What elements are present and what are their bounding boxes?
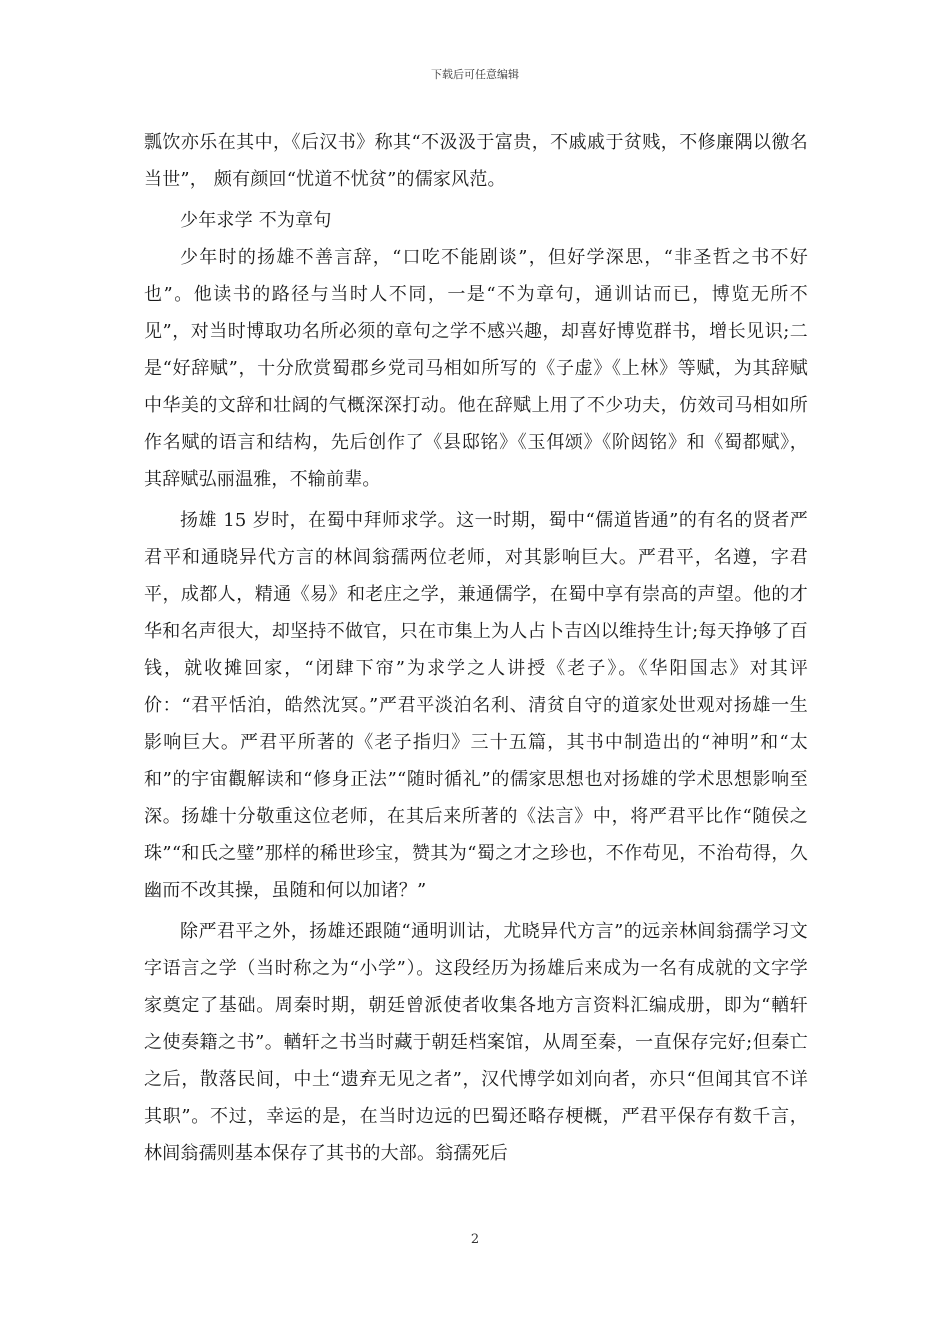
section-heading: 少年求学 不为章句 xyxy=(180,210,332,231)
page-number: 2 xyxy=(470,1232,480,1247)
page-header: 下载后可任意编辑 xyxy=(431,68,519,81)
paragraph-continued: 瓢饮亦乐在其中，《后汉书》称其“不汲汲于富贵，不戚戚于贫贱，不修廉隅以徼名当世”， 颇有颜回“忧道不忧贫”的儒家风范。 xyxy=(144,132,808,190)
document-body xyxy=(144,124,808,1176)
paragraph: 少年时的扬雄不善言辞，“口吃不能剧谈”，但好学深思，“非圣哲之书不好也”。他读书的路径与当时人不同，一是“不为章句，通训诂而已，博览无所不见”，对当时博取功名所必须的章句之学不感兴趣，却喜好博览群书，增长见识;二是“好辞赋”，十分欣赏蜀郡乡党司马相如所写的《子虚》《上林》等赋，为其辞赋中华美的文辞和壮阔的气概深深打动。他在辞赋上用了不少功夫，仿效司马相如所作名赋的语言和结构，先后创作了《县邸铭》《玉佴颂》《阶闼铭》和《蜀都赋》，其辞赋弘丽温雅，不输前辈。 xyxy=(144,247,808,490)
paragraph: 除严君平之外，扬雄还跟随“通明训诂，尤晓异代方言”的远亲林闾翁孺学习文字语言之学（当时称之为“小学”）。这段经历为扬雄后来成为一名有成就的文字学家奠定了基础。周秦时期，朝廷曾派使者收集各地方言资料汇编成册，即为“輶轩之使奏籍之书”。輶轩之书当时藏于朝廷档案馆，从周至秦，一直保存完好;但秦亡之后，散落民间，中土“遗弃无见之者”，汉代博学如刘向者，亦只“但闻其官不详其职”。不过，幸运的是，在当时边远的巴蜀还略存梗概，严君平保存有数千言，林闾翁孺则基本保存了其书的大部。翁孺死后 xyxy=(144,921,808,1164)
paragraph: 扬雄 15 岁时，在蜀中拜师求学。这一时期，蜀中“儒道皆通”的有名的贤者严君平和通晓异代方言的林闾翁孺两位老师，对其影响巨大。严君平，名遵，字君平，成都人，精通《易》和老庄之学，兼通儒学，在蜀中享有崇高的声望。他的才华和名声很大，却坚持不做官，只在市集上为人占卜吉凶以维持生计;每天挣够了百钱，就收摊回家，“闭肆下帘”为求学之人讲授《老子》。《华阳国志》对其评价：“君平恬泊，皓然沈冥。”严君平淡泊名利、清贫自守的道家处世观对扬雄一生影响巨大。严君平所著的《老子指归》三十五篇，其书中制造出的“神明”和“太和”的宇宙觀解读和“修身正法”“随时循礼”的儒家思想也对扬雄的学术思想影响至深。扬雄十分敬重这位老师，在其后来所著的《法言》中，将严君平比作“随侯之珠”“和氏之璧”那样的稀世珍宝，赞其为“蜀之才之珍也，不作苟见，不治苟得，久幽而不改其操，虽随和何以加诸？” xyxy=(144,510,808,901)
